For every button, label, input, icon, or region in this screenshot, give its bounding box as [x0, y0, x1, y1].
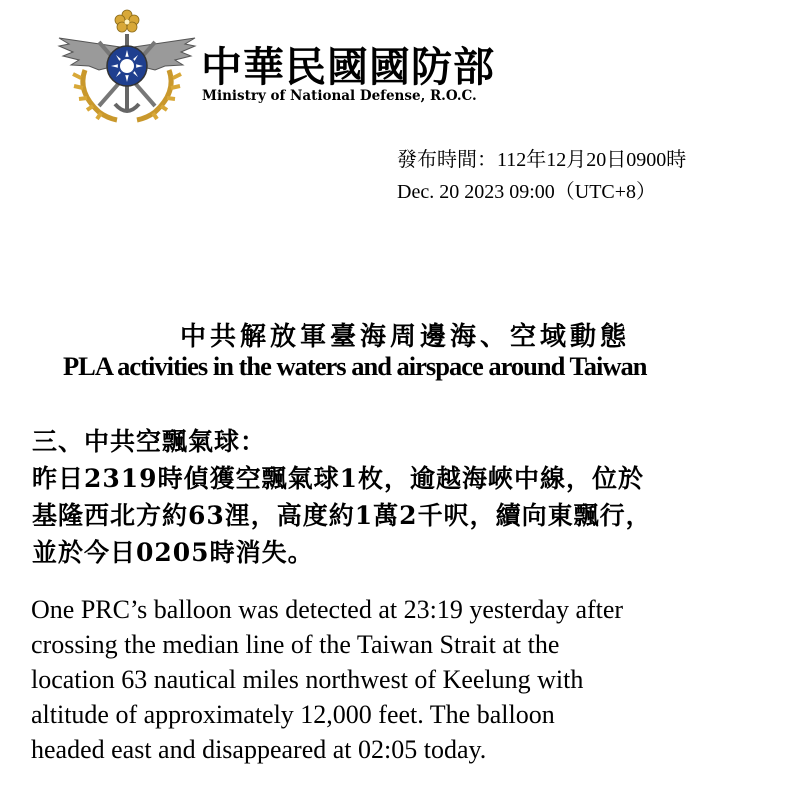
ministry-name-zh: 中華民國國防部: [201, 43, 495, 91]
report-line-en: crossing the median line of the Taiwan Strait at the: [31, 630, 560, 659]
balloon-report-en: [31, 592, 771, 767]
page-title-en: PLA activities in the waters and airspace around Taiwan: [63, 351, 647, 381]
report-line-en: One PRC’s balloon was detected at 23:19 yesterday after: [31, 595, 624, 624]
report-line-en: altitude of approximately 12,000 feet. The balloon: [31, 700, 555, 729]
release-time-zh: 發布時間：112年12月20日0900時: [397, 149, 687, 171]
release-time-en: Dec. 20 2023 09:00（UTC+8）: [397, 181, 657, 203]
ministry-name-en: Ministry of National Defense, R.O.C.: [202, 88, 477, 104]
report-line-zh: 基隆西北方約63浬，高度約1萬2千呎，續向東飄行，: [32, 501, 652, 530]
report-line-en: location 63 nautical miles northwest of Keelung with: [31, 665, 584, 694]
report-line-zh: 昨日2319時偵獲空飄氣球1枚，逾越海峽中線，位於: [32, 464, 644, 493]
balloon-report-zh: [32, 423, 772, 571]
page-header: [55, 8, 515, 126]
report-line-en: headed east and disappeared at 02:05 today.: [31, 735, 487, 764]
ministry-emblem-icon: [55, 8, 199, 126]
release-time: [397, 144, 686, 208]
page-title-zh: 中共解放軍臺海周邊海、空域動態: [179, 322, 630, 352]
section-heading: 三、中共空飄氣球：: [32, 427, 267, 456]
report-line-zh: 並於今日0205時消失。: [32, 538, 314, 567]
